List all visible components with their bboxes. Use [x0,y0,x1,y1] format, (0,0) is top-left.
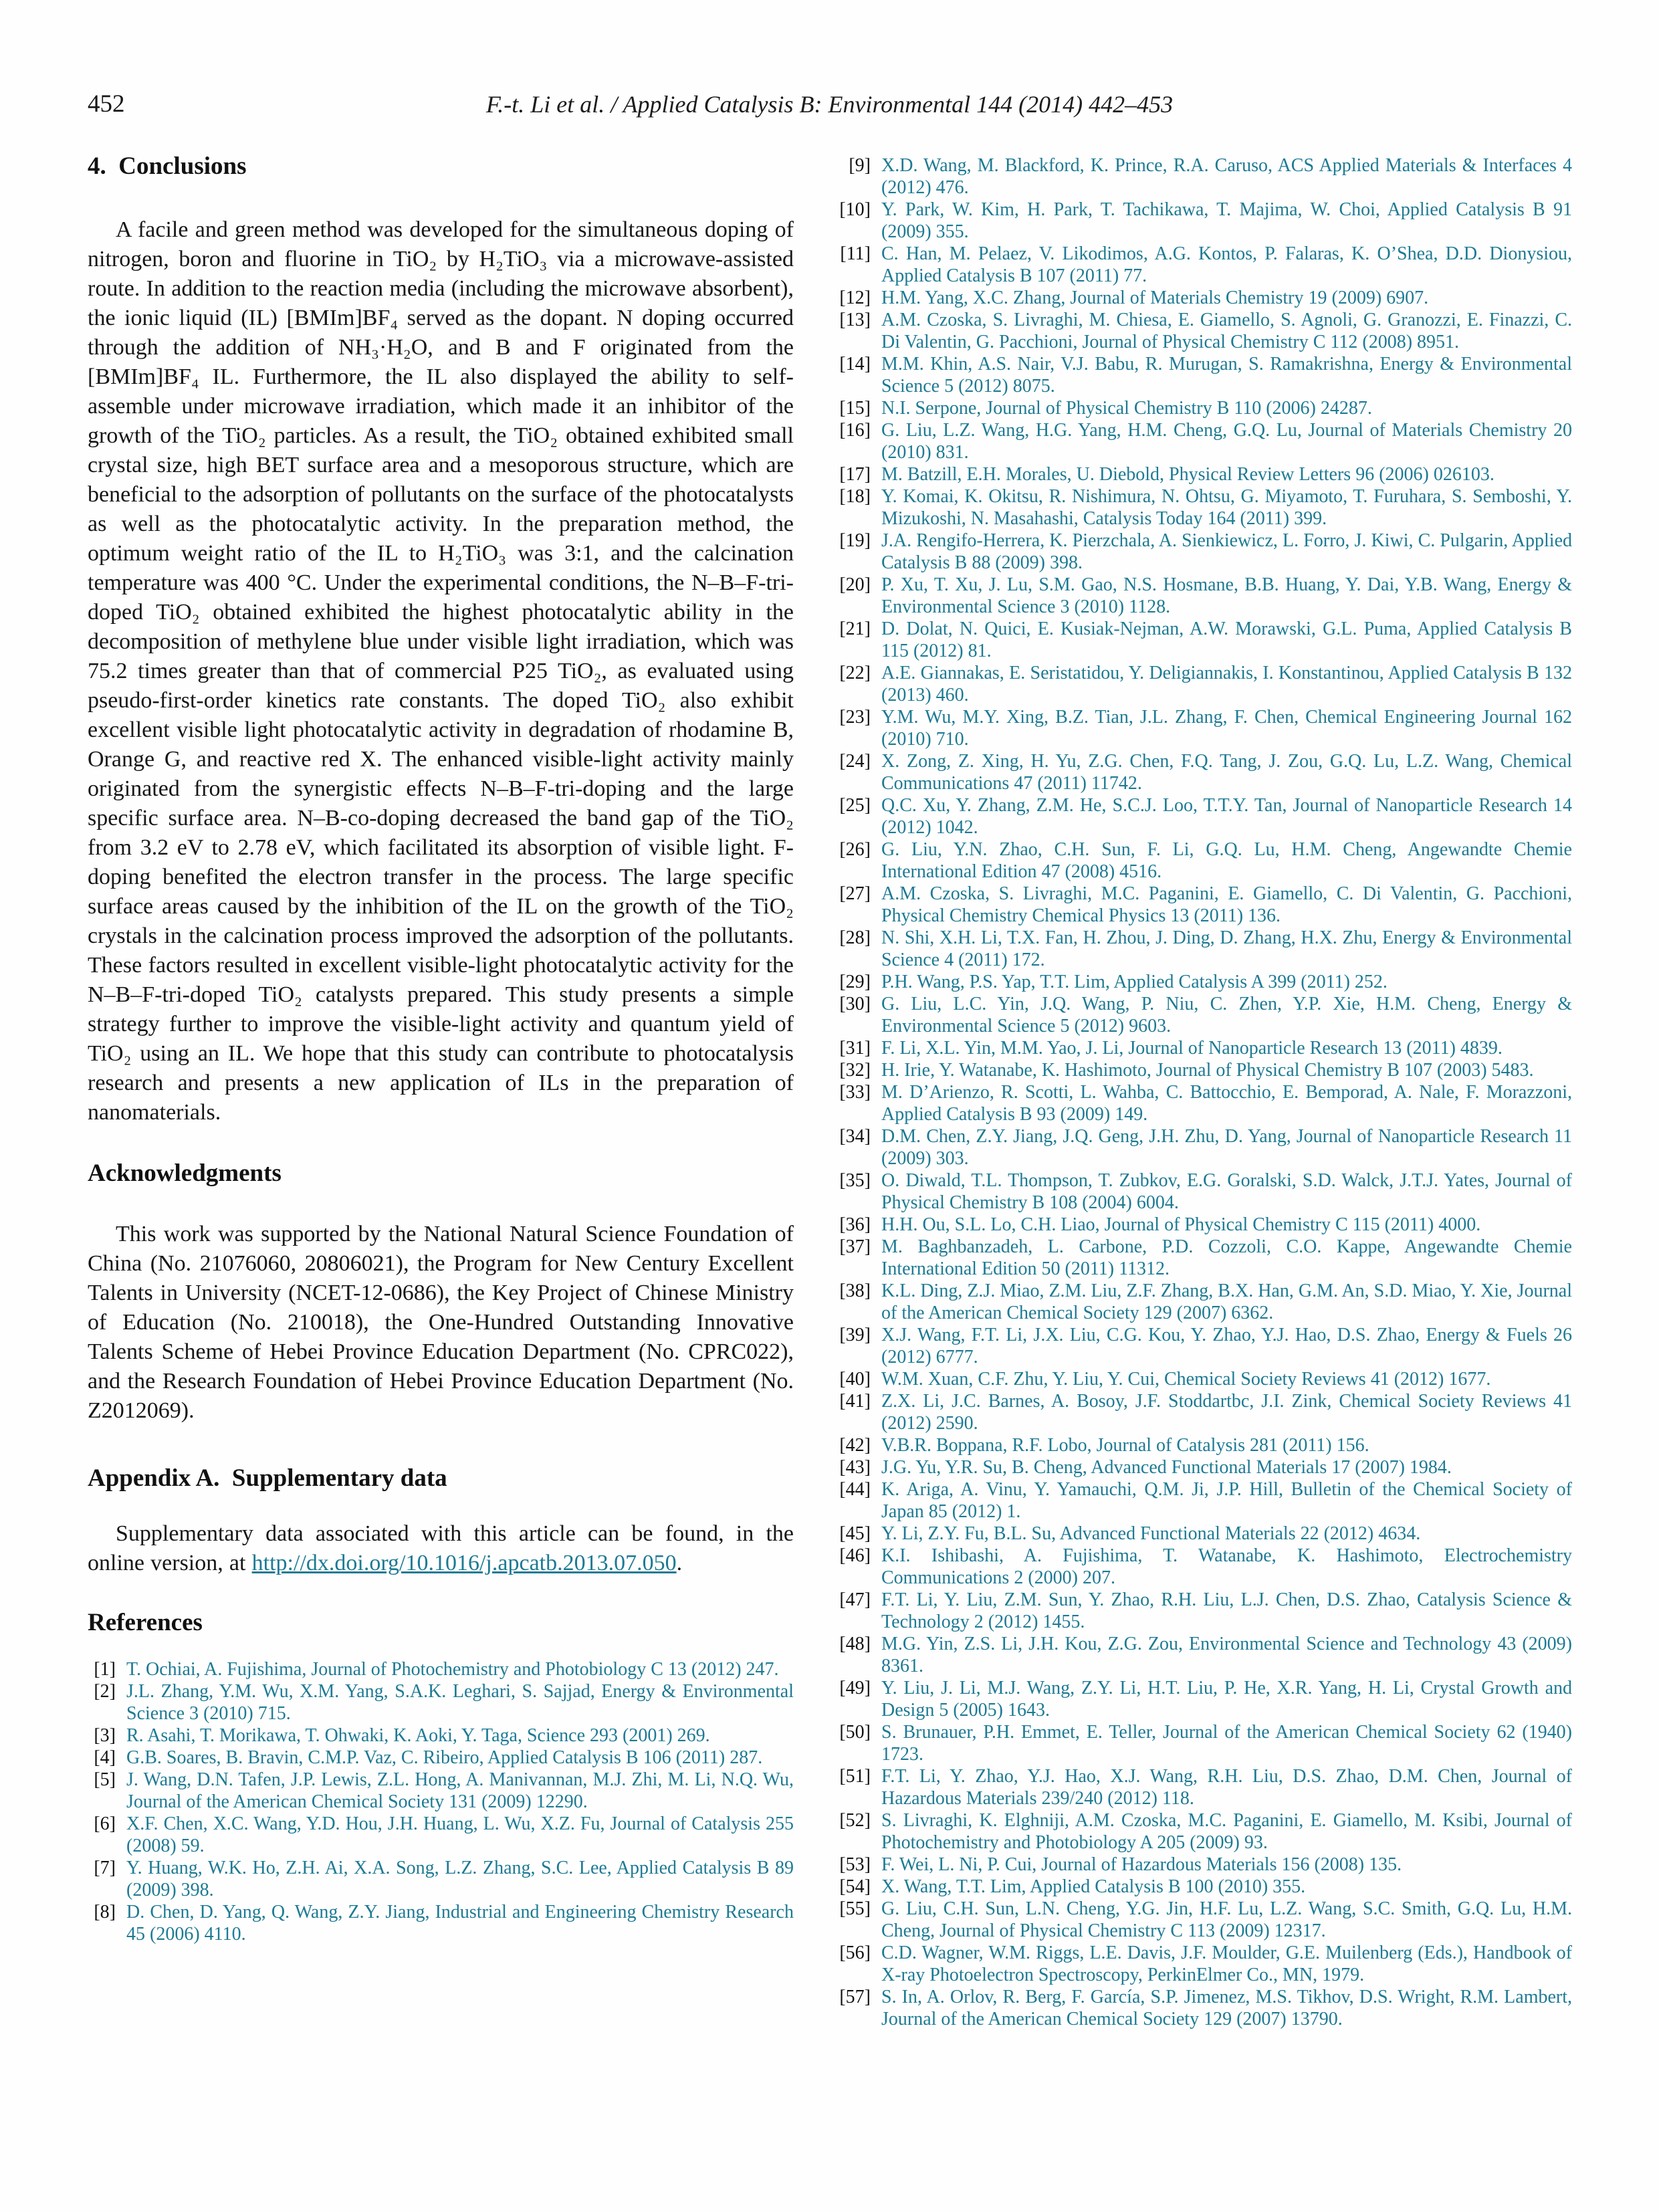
reference-item [839,1214,1572,1236]
reference-text: H.M. Yang, X.C. Zhang, Journal of Materials Chemistry 19 (2009) 6907. [881,288,1429,308]
reference-number: [27] [839,883,871,904]
reference-number: [51] [839,1766,871,1787]
reference-text: R. Asahi, T. Morikawa, T. Ohwaki, K. Aoki, Y. Taga, Science 293 (2001) 269. [126,1725,710,1746]
reference-number: [12] [839,288,871,308]
reference-text: X.F. Chen, X.C. Wang, Y.D. Hou, J.H. Huang, L. Wu, X.Z. Fu, Journal of Catalysis 255 (2008) 59. [126,1813,794,1856]
page-number: 452 [88,90,125,118]
reference-text: G. Liu, C.H. Sun, L.N. Cheng, Y.G. Jin, H.F. Lu, L.Z. Wang, S.C. Smith, G.Q. Lu, H.M. Cheng, Journal of Physical Chemistry C 113 (2009) 12317. [881,1898,1572,1941]
reference-number: [3] [94,1725,116,1746]
reference-number: [52] [839,1810,871,1831]
reference-item [839,154,1572,199]
reference-item [839,485,1572,530]
reference-text: J. Wang, D.N. Tafen, J.P. Lewis, Z.L. Hong, A. Manivannan, M.J. Zhi, M. Li, N.Q. Wu, Journal of the American Chemical Society 131 (2009) 12290. [126,1769,794,1812]
reference-item [839,1390,1572,1434]
reference-number: [39] [839,1325,871,1345]
doi-link[interactable]: http://dx.doi.org/10.1016/j.apcatb.2013.07.050 [251,1551,677,1575]
reference-text: J.L. Zhang, Y.M. Wu, X.M. Yang, S.A.K. Leghari, S. Sajjad, Energy & Environmental Science 3 (2010) 715. [126,1681,794,1724]
reference-number: [43] [839,1457,871,1478]
conclusions-heading: 4. Conclusions [88,152,247,180]
reference-item [839,1721,1572,1765]
reference-item [839,993,1572,1037]
reference-item [839,839,1572,883]
reference-text: Z.X. Li, J.C. Barnes, A. Bosoy, J.F. Stoddartbc, J.I. Zink, Chemical Society Reviews 41 (2012) 2590. [881,1391,1572,1434]
reference-item [839,750,1572,794]
reference-number: [44] [839,1479,871,1500]
reference-number: [35] [839,1170,871,1191]
acknowledgments-heading: Acknowledgments [88,1159,282,1187]
reference-item [839,1809,1572,1854]
reference-text: M.G. Yin, Z.S. Li, J.H. Kou, Z.G. Zou, Environmental Science and Technology 43 (2009) 8361. [881,1634,1572,1676]
reference-number: [15] [839,398,871,419]
reference-text: F. Li, X.L. Yin, M.M. Yao, J. Li, Journal of Nanoparticle Research 13 (2011) 4839. [881,1038,1503,1059]
reference-text: J.G. Yu, Y.R. Su, B. Cheng, Advanced Functional Materials 17 (2007) 1984. [881,1457,1452,1478]
reference-number: [37] [839,1236,871,1257]
reference-item [839,199,1572,243]
reference-text: X. Wang, T.T. Lim, Applied Catalysis B 100 (2010) 355. [881,1876,1306,1897]
reference-text: G. Liu, L.C. Yin, J.Q. Wang, P. Niu, C. Zhen, Y.P. Xie, H.M. Cheng, Energy & Environmental Science 5 (2012) 9603. [881,994,1572,1036]
reference-text: G. Liu, Y.N. Zhao, C.H. Sun, F. Li, G.Q. Lu, H.M. Cheng, Angewandte Chemie International Edition 47 (2008) 4516. [881,839,1572,882]
reference-item [839,883,1572,927]
reference-text: P. Xu, T. Xu, J. Lu, S.M. Gao, N.S. Hosmane, B.B. Huang, Y. Dai, Y.B. Wang, Energy & Environmental Science 3 (2010) 1128. [881,574,1572,617]
reference-number: [13] [839,310,871,330]
reference-item [839,1898,1572,1942]
reference-item [839,1081,1572,1125]
reference-text: D. Chen, D. Yang, Q. Wang, Z.Y. Jiang, Industrial and Engineering Chemistry Research 45 (2006) 4110. [126,1902,794,1945]
reference-number: [11] [840,243,871,264]
right-column [839,154,1572,2030]
reference-item [88,1680,794,1725]
reference-text: A.M. Czoska, S. Livraghi, M.C. Paganini, E. Giamello, C. Di Valentin, G. Pacchioni, Physical Chemistry Chemical Physics 13 (2011) 136. [881,883,1572,926]
reference-text: M.M. Khin, A.S. Nair, V.J. Babu, R. Murugan, S. Ramakrishna, Energy & Environmental Science 5 (2012) 8075. [881,354,1572,397]
reference-item [839,1942,1572,1986]
reference-item [839,1125,1572,1170]
reference-number: [50] [839,1722,871,1743]
reference-number: [8] [94,1902,116,1922]
reference-text: M. Batzill, E.H. Morales, U. Diebold, Physical Review Letters 96 (2006) 026103. [881,464,1495,485]
reference-number: [26] [839,839,871,860]
reference-number: [48] [839,1634,871,1654]
reference-number: [9] [849,155,871,176]
acknowledgments-paragraph: This work was supported by the National Natural Science Foundation of China (No. 21076060, 20806021), the Program for New Century Excellent Talents in University (NCET-12-0686), the Key Project of Chinese Ministry of Education (No. 210018), the One-Hundred Outstanding Innovative Talents Scheme of Hebei Province Education Department (No. CPRC022), and the Research Foundation of Hebei Province Education Department (No. Z2012069). [88,1222,794,1423]
reference-item [839,463,1572,485]
appendix-text: Supplementary data associated with this article can be found, in the online version, at [88,1521,794,1575]
reference-number: [25] [839,795,871,816]
reference-item [839,353,1572,397]
reference-item [839,1368,1572,1390]
reference-number: [56] [839,1943,871,1963]
reference-item [839,1434,1572,1456]
references-list-right [839,154,1572,2030]
reference-text: F.T. Li, Y. Liu, Z.M. Sun, Y. Zhao, R.H. Liu, L.J. Chen, D.S. Zhao, Catalysis Science & Technology 2 (2012) 1455. [881,1589,1572,1632]
appendix-paragraph [88,1519,794,1578]
reference-item [839,1456,1572,1478]
reference-item [839,1876,1572,1898]
reference-item [839,662,1572,706]
reference-number: [33] [839,1082,871,1103]
reference-text: A.M. Czoska, S. Livraghi, M. Chiesa, E. Giamello, S. Agnoli, G. Granozzi, E. Finazzi, C. Di Valentin, G. Pacchioni, Journal of Physical Chemistry C 112 (2008) 8951. [881,310,1572,352]
reference-item [88,1769,794,1813]
reference-text: P.H. Wang, P.S. Yap, T.T. Lim, Applied Catalysis A 399 (2011) 252. [881,972,1388,992]
reference-item [839,397,1572,419]
reference-item [839,1854,1572,1876]
reference-text: K.L. Ding, Z.J. Miao, Z.M. Liu, Z.F. Zhang, B.X. Han, G.M. An, S.D. Miao, Y. Xie, Journal of the American Chemical Society 129 (2007) 6362. [881,1281,1572,1323]
reference-number: [24] [839,751,871,772]
reference-number: [4] [94,1747,116,1768]
reference-item [88,1857,794,1901]
reference-text: Y. Li, Z.Y. Fu, B.L. Su, Advanced Functional Materials 22 (2012) 4634. [881,1523,1421,1544]
reference-number: [7] [94,1858,116,1878]
reference-text: H. Irie, Y. Watanabe, K. Hashimoto, Journal of Physical Chemistry B 107 (2003) 5483. [881,1060,1534,1081]
reference-text: H.H. Ou, S.L. Lo, C.H. Liao, Journal of Physical Chemistry C 115 (2011) 4000. [881,1214,1481,1235]
reference-item [839,1280,1572,1324]
reference-text: A.E. Giannakas, E. Seristatidou, Y. Deligiannakis, I. Konstantinou, Applied Catalysis B 132 (2013) 460. [881,663,1572,705]
reference-number: [54] [839,1876,871,1897]
reference-number: [14] [839,354,871,374]
reference-text: T. Ochiai, A. Fujishima, Journal of Photochemistry and Photobiology C 13 (2012) 247. [126,1659,779,1680]
reference-item [88,1901,794,1945]
reference-item [839,1170,1572,1214]
reference-number: [2] [94,1681,116,1702]
reference-text: C. Han, M. Pelaez, V. Likodimos, A.G. Kontos, P. Falaras, K. O’Shea, D.D. Dionysiou, Applied Catalysis B 107 (2011) 77. [881,243,1572,286]
reference-text: Y. Park, W. Kim, H. Park, T. Tachikawa, T. Majima, W. Choi, Applied Catalysis B 91 (2009) 355. [881,199,1572,242]
reference-number: [6] [94,1813,116,1834]
reference-number: [20] [839,574,871,595]
reference-text: N.I. Serpone, Journal of Physical Chemistry B 110 (2006) 24287. [881,398,1372,419]
reference-number: [30] [839,994,871,1014]
reference-text: W.M. Xuan, C.F. Zhu, Y. Liu, Y. Cui, Chemical Society Reviews 41 (2012) 1677. [881,1369,1491,1390]
reference-number: [45] [839,1523,871,1544]
reference-text: J.A. Rengifo-Herrera, K. Pierzchala, A. Sienkiewicz, L. Forro, J. Kiwi, C. Pulgarin, Applied Catalysis B 88 (2009) 398. [881,530,1572,573]
reference-item [839,574,1572,618]
reference-text: Q.C. Xu, Y. Zhang, Z.M. He, S.C.J. Loo, T.T.Y. Tan, Journal of Nanoparticle Research 14 (2012) 1042. [881,795,1572,838]
reference-item [839,287,1572,309]
reference-item [88,1658,794,1680]
reference-text: V.B.R. Boppana, R.F. Lobo, Journal of Catalysis 281 (2011) 156. [881,1435,1369,1456]
reference-item [839,927,1572,971]
reference-text: Y. Huang, W.K. Ho, Z.H. Ai, X.A. Song, L.Z. Zhang, S.C. Lee, Applied Catalysis B 89 (2009) 398. [126,1858,794,1900]
reference-text: Y. Komai, K. Okitsu, R. Nishimura, N. Ohtsu, G. Miyamoto, T. Furuhara, S. Semboshi, Y. Mizukoshi, N. Masahashi, Catalysis Today 164 (2011) 399. [881,486,1572,529]
reference-text: D. Dolat, N. Quici, E. Kusiak-Nejman, A.W. Morawski, G.L. Puma, Applied Catalysis B 115 (2012) 81. [881,619,1572,661]
reference-text: G.B. Soares, B. Bravin, C.M.P. Vaz, C. Ribeiro, Applied Catalysis B 106 (2011) 287. [126,1747,763,1768]
reference-text: C.D. Wagner, W.M. Riggs, L.E. Davis, J.F. Moulder, G.E. Muilenberg (Eds.), Handbook of X-ray Photoelectron Spectroscopy, PerkinElmer Co., MN, 1979. [881,1943,1572,1985]
reference-number: [31] [839,1038,871,1059]
reference-text: N. Shi, X.H. Li, T.X. Fan, H. Zhou, J. Ding, D. Zhang, H.X. Zhu, Energy & Environmental Science 4 (2011) 172. [881,927,1572,970]
reference-number: [22] [839,663,871,683]
reference-number: [18] [839,486,871,507]
reference-number: [40] [839,1369,871,1390]
reference-number: [38] [839,1281,871,1301]
reference-text: M. D’Arienzo, R. Scotti, L. Wahba, C. Battocchio, E. Bemporad, A. Nale, F. Morazzoni, Applied Catalysis B 93 (2009) 149. [881,1082,1572,1125]
reference-text: Y.M. Wu, M.Y. Xing, B.Z. Tian, J.L. Zhang, F. Chen, Chemical Engineering Journal 162 (2010) 710. [881,707,1572,750]
reference-item [839,1059,1572,1081]
reference-number: [57] [839,1987,871,2007]
reference-number: [49] [839,1678,871,1698]
reference-text: G. Liu, L.Z. Wang, H.G. Yang, H.M. Cheng, G.Q. Lu, Journal of Materials Chemistry 20 (2010) 831. [881,420,1572,463]
reference-item [839,706,1572,750]
reference-item [839,1765,1572,1809]
reference-item [839,1545,1572,1589]
reference-number: [42] [839,1435,871,1456]
reference-text: K.I. Ishibashi, A. Fujishima, T. Watanabe, K. Hashimoto, Electrochemistry Communications 2 (2000) 207. [881,1545,1572,1588]
reference-item [839,1589,1572,1633]
reference-item [839,618,1572,662]
reference-item [839,309,1572,353]
reference-item [839,971,1572,993]
reference-text: X.D. Wang, M. Blackford, K. Prince, R.A. Caruso, ACS Applied Materials & Interfaces 4 (2012) 476. [881,155,1572,198]
reference-number: [47] [839,1589,871,1610]
reference-text: F.T. Li, Y. Zhao, Y.J. Hao, X.J. Wang, R.H. Liu, D.S. Zhao, D.M. Chen, Journal of Hazardous Materials 239/240 (2012) 118. [881,1766,1572,1809]
reference-number: [29] [839,972,871,992]
reference-item [839,243,1572,287]
appendix-text-suffix: . [676,1551,683,1575]
reference-item [88,1725,794,1747]
reference-item [839,1478,1572,1523]
reference-item [839,1677,1572,1721]
reference-item [839,1236,1572,1280]
reference-number: [1] [94,1659,116,1680]
reference-number: [55] [839,1898,871,1919]
references-list-left [88,1658,794,1945]
reference-number: [10] [839,199,871,220]
reference-item [839,1324,1572,1368]
reference-number: [16] [839,420,871,441]
reference-item [839,419,1572,463]
reference-text: S. Brunauer, P.H. Emmet, E. Teller, Journal of the American Chemical Society 62 (1940) 1723. [881,1722,1572,1765]
reference-number: [36] [839,1214,871,1235]
reference-number: [34] [839,1126,871,1147]
reference-number: [46] [839,1545,871,1566]
reference-text: K. Ariga, A. Vinu, Y. Yamauchi, Q.M. Ji, J.P. Hill, Bulletin of the Chemical Society of Japan 85 (2012) 1. [881,1479,1572,1522]
reference-number: [5] [94,1769,116,1790]
references-heading: References [88,1609,203,1636]
reference-text: M. Baghbanzadeh, L. Carbone, P.D. Cozzoli, C.O. Kappe, Angewandte Chemie International Edition 50 (2011) 11312. [881,1236,1572,1279]
reference-text: D.M. Chen, Z.Y. Jiang, J.Q. Geng, J.H. Zhu, D. Yang, Journal of Nanoparticle Research 11 (2009) 303. [881,1126,1572,1169]
reference-text: S. In, A. Orlov, R. Berg, F. García, S.P. Jimenez, M.S. Tikhov, D.S. Wright, R.M. Lambert, Journal of the American Chemical Society 129 (2007) 13790. [881,1987,1572,2029]
reference-item [839,1037,1572,1059]
reference-number: [53] [839,1854,871,1875]
reference-text: X. Zong, Z. Xing, H. Yu, Z.G. Chen, F.Q. Tang, J. Zou, G.Q. Lu, L.Z. Wang, Chemical Communications 47 (2011) 11742. [881,751,1572,794]
reference-number: [41] [839,1391,871,1412]
running-head: F.-t. Li et al. / Applied Catalysis B: Environmental 144 (2014) 442–453 [485,91,1174,118]
reference-number: [32] [839,1060,871,1081]
reference-text: X.J. Wang, F.T. Li, J.X. Liu, C.G. Kou, Y. Zhao, Y.J. Hao, D.S. Zhao, Energy & Fuels 26 (2012) 6777. [881,1325,1572,1367]
reference-number: [19] [839,530,871,551]
reference-text: Y. Liu, J. Li, M.J. Wang, Z.Y. Li, H.T. Liu, P. He, X.R. Yang, H. Li, Crystal Growth and Design 5 (2005) 1643. [881,1678,1572,1721]
left-column [88,151,794,1945]
reference-item [839,794,1572,839]
appendix-heading: Appendix A. Supplementary data [88,1464,447,1492]
reference-number: [17] [839,464,871,485]
reference-item [839,1523,1572,1545]
reference-text: S. Livraghi, K. Elghniji, A.M. Czoska, M.C. Paganini, E. Giamello, M. Ksibi, Journal of Photochemistry and Photobiology A 205 (2009) 93. [881,1810,1572,1853]
reference-text: F. Wei, L. Ni, P. Cui, Journal of Hazardous Materials 156 (2008) 135. [881,1854,1402,1875]
reference-item [839,530,1572,574]
reference-item [88,1813,794,1857]
reference-number: [28] [839,927,871,948]
reference-text: O. Diwald, T.L. Thompson, T. Zubkov, E.G. Goralski, S.D. Walck, J.T.J. Yates, Journal of Physical Chemistry B 108 (2004) 6004. [881,1170,1572,1213]
reference-number: [21] [839,619,871,639]
reference-item [839,1986,1572,2030]
reference-number: [23] [839,707,871,728]
conclusions-paragraph: A facile and green method was developed for the simultaneous doping of nitrogen, boron and fluorine in TiO₂ by H₂TiO₃ via a microwave-assisted route. In addition to the reaction media (including the microwave absorbent), the ionic liquid (IL) [BMIm]BF₄ served as the dopant. N doping occurred through the addition of NH₃·H₂O, and B and F originated from the [BMIm]BF₄ IL. Furthermore, the IL also displayed the ability to self-assemble under microwave irradiation, which made it an inhibitor of the growth of the TiO₂ particles. As a result, the TiO₂ obtained exhibited small crystal size, high BET surface area and a mesoporous structure, which are beneficial to the adsorption of pollutants on the surface of the photocatalysts as well as the photocatalytic activity. In the preparation method, the optimum weight ratio of the IL to H₂TiO₃ was 3:1, and the calcination temperature was 400 °C. Under the experimental conditions, the N–B–F-tri-doped TiO₂ obtained exhibited the highest photocatalytic ability in the decomposition of methylene blue under visible light irradiation, which was 75.2 times greater than that of commercial P25 TiO₂, as evaluated using pseudo-first-order kinetics rate constants. The doped TiO₂ also exhibit excellent visible light photocatalytic activity in degradation of rhodamine B, Orange G, and reactive red X. The enhanced visible-light activity mainly originated from the synergistic effects N–B–F-tri-doping and the large specific surface area. N–B-co-doping decreased the band gap of the TiO₂ from 3.2 eV to 2.78 eV, which facilitated its absorption of visible light. F-doping benefited the electron transfer in the process. The large specific surface areas caused by the inhibition of the IL on the growth of the TiO₂ crystals in the calcination process improved the adsorption of the pollutants. These factors resulted in excellent visible-light photocatalytic activity for the N–B–F-tri-doped TiO₂ catalysts prepared. This study presents a simple strategy further to improve the visible-light activity and quantum yield of TiO₂ using an IL. We hope that this study can contribute to photocatalysis research and presents a new application of ILs in the preparation of nanomaterials. [88,217,794,1125]
reference-item [88,1747,794,1769]
reference-item [839,1633,1572,1677]
